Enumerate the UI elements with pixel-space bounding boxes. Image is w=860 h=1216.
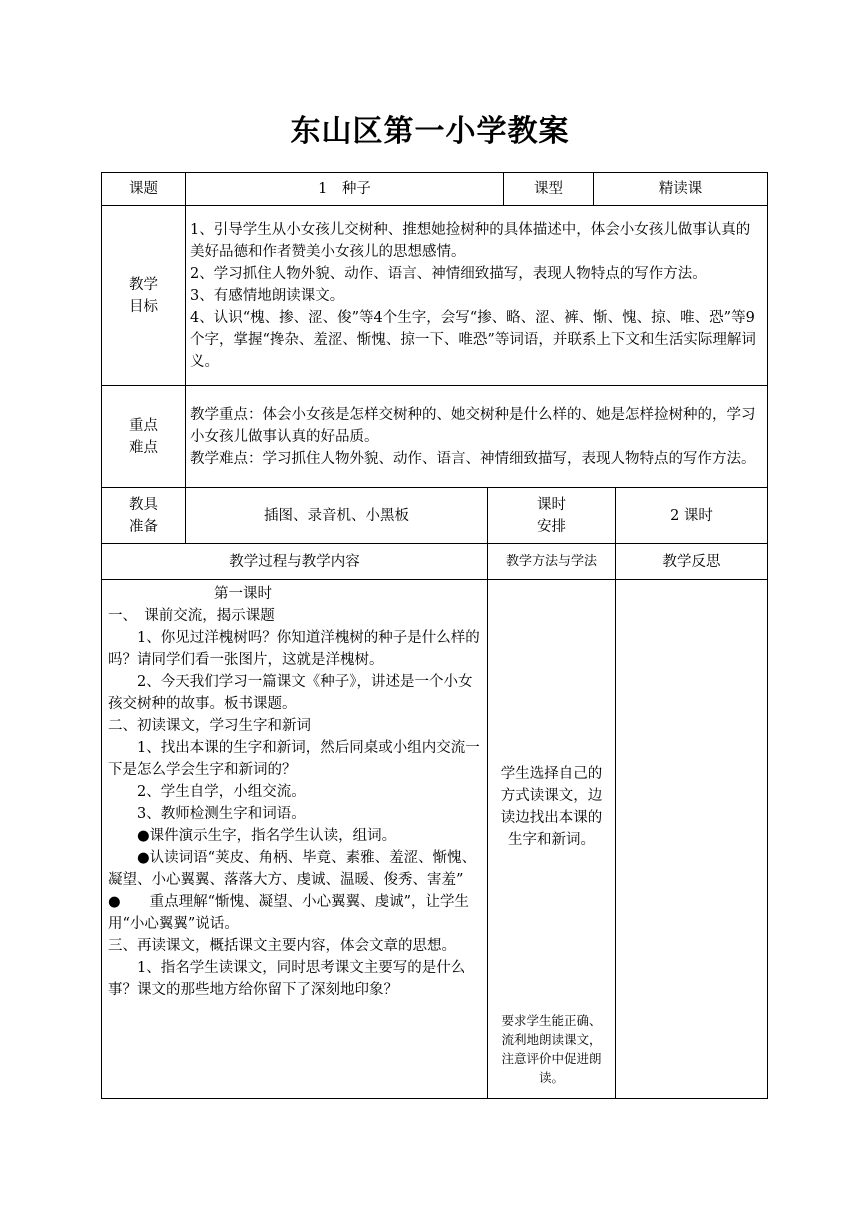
topic-label: 课题 — [102, 173, 186, 206]
process-line: 二、初读课文，学习生字和新词 — [108, 718, 311, 734]
process-line: ● 重点理解“惭愧、凝望、小心翼翼、虔诚”，让学生用“小心翼翼”说话。 — [108, 894, 469, 932]
tools-value: 插图、录音机、小黑板 — [186, 488, 488, 544]
goals-label: 教学 目标 — [102, 206, 186, 386]
goals-content — [186, 206, 768, 386]
process-line: ●认读词语“荚皮、角柄、毕竟、素雅、羞涩、惭愧、凝望、小心翼翼、落落大方、虔诚、温暖、俊秀、害羞” — [108, 850, 477, 888]
method-content — [488, 580, 616, 1099]
lesson-type-value: 精读课 — [594, 173, 768, 206]
process-line: 1、指名学生读课文，同时思考课文主要写的是什么事？课文的那些地方给你留下了深刻地印象？ — [108, 960, 466, 998]
process-header: 教学过程与教学内容 — [102, 544, 488, 580]
page-title: 东山区第一小学教案 — [290, 114, 570, 149]
session-title: 第一课时 — [214, 586, 272, 602]
key-points-label: 重点 难点 — [102, 386, 186, 488]
lesson-info-table — [101, 172, 768, 488]
tools-label: 教具 准备 — [102, 488, 186, 544]
process-line: 一、 课前交流，揭示课题 — [108, 608, 275, 624]
reflection-content — [616, 580, 768, 1099]
key-line: 教学难点：学习抓住人物外貌、动作、语言、神情细致描写，表现人物特点的写作方法。 — [190, 450, 756, 467]
schedule-value: 2 课时 — [616, 488, 768, 544]
lesson-process-table — [101, 487, 768, 1099]
process-line: 三、再读课文，概括课文主要内容，体会文章的思想。 — [108, 938, 456, 954]
key-points-content — [186, 386, 768, 488]
goal-line: 1、引导学生从小女孩儿交树种、推想她捡树种的具体描述中，体会小女孩儿做事认真的美好品德和作者赞美小女孩儿的思想感情。 — [190, 221, 751, 260]
process-content — [102, 580, 488, 1099]
process-line: 2、学生自学，小组交流。 — [137, 784, 306, 800]
process-line: 3、教师检测生字和词语。 — [137, 806, 306, 822]
schedule-label: 课时 安排 — [488, 488, 616, 544]
process-line: 1、你见过洋槐树吗？你知道洋槐树的种子是什么样的吗？请同学们看一张图片，这就是洋槐树。 — [108, 630, 480, 668]
method-header: 教学方法与学法 — [488, 544, 616, 580]
lesson-type-label: 课型 — [504, 173, 594, 206]
goal-line: 4、认识“槐、掺、涩、俊”等4个生字，会写“掺、略、涩、裤、惭、愧、掠、唯、恐”等9个字，掌握“搀杂、羞涩、惭愧、掠一下、唯恐”等词语，并联系上下文和生活实际理解词义。 — [190, 309, 756, 370]
process-line: 2、今天我们学习一篇课文《种子》，讲述是一个小女孩交树种的故事。板书课题。 — [108, 674, 473, 712]
topic-value: 1 种子 — [186, 173, 504, 206]
method-note-2: 要求学生能正确、流利地朗读课文，注意评价中促进朗读。 — [501, 1013, 602, 1085]
reflection-header: 教学反思 — [616, 544, 768, 580]
key-line: 教学重点：体会小女孩是怎样交树种的、她交树种是什么样的、她是怎样捡树种的，学习小女孩儿做事认真的好品质。 — [190, 406, 756, 445]
goal-line: 3、有感情地朗读课文。 — [190, 287, 345, 304]
method-note-1: 学生选择自己的方式读课文，边读边找出本课的生字和新词。 — [500, 766, 603, 848]
process-line: 1、找出本课的生字和新词，然后同桌或小组内交流一下是怎么学会生字和新词的？ — [108, 740, 480, 778]
process-line: ●课件演示生字，指名学生认读，组词。 — [137, 828, 397, 844]
goal-line: 2、学习抓住人物外貌、动作、语言、神情细致描写，表现人物特点的写作方法。 — [190, 265, 707, 282]
